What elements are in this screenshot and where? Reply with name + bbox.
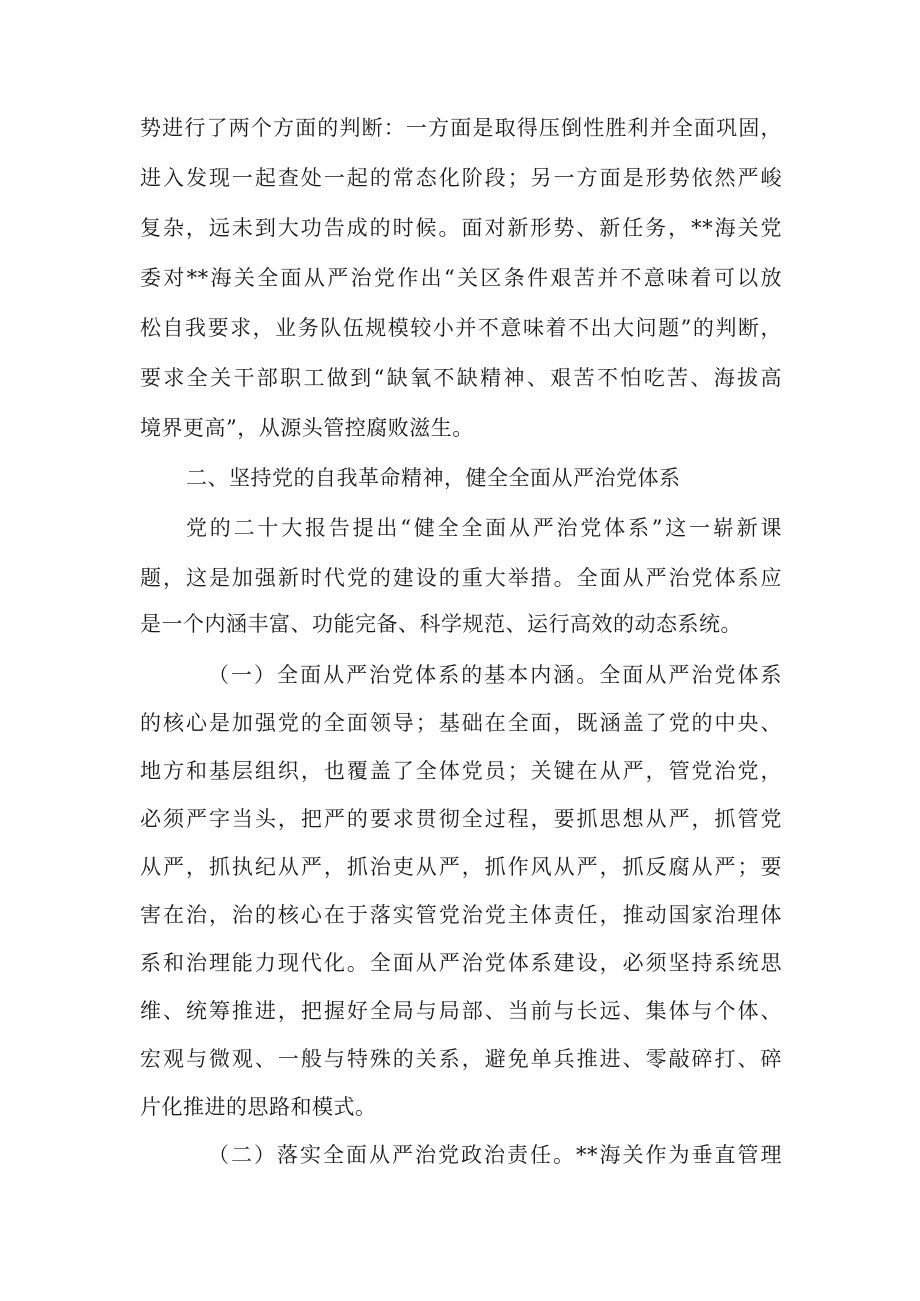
text-line: 必须严字当头，把严的要求贯彻全过程，要抓思想从严，抓管党 [140,807,782,831]
text-line: 从严，抓执纪从严，抓治吏从严，抓作风从严，抓反腐从严；要 [140,855,782,879]
subsection-heading: （一）全面从严治党体系的基本内涵。全面从严治党体系 [208,663,782,687]
text-line: 势进行了两个方面的判断：一方面是取得压倒性胜利并全面巩固， [140,116,782,140]
text-line: 委对**海关全面从严治党作出“关区条件艰苦并不意味着可以放 [140,266,782,290]
text-line: 片化推进的思路和模式。 [140,1095,377,1119]
text-line: 系和治理能力现代化。全面从严治党体系建设，必须坚持系统思 [140,951,782,975]
text-line: 的核心是加强党的全面领导；基础在全面，既涵盖了党的中央、 [140,711,782,735]
text-line: 题，这是加强新时代党的建设的重大举措。全面从严治党体系应 [140,566,782,590]
text-line: 要求全关干部职工做到“缺氧不缺精神、艰苦不怕吃苦、海拔高 [140,366,782,390]
text-line: 松自我要求，业务队伍规模较小并不意味着不出大问题”的判断， [140,316,782,340]
text-line: 复杂，远未到大功告成的时候。面对新形势、新任务，**海关党 [140,216,782,240]
text-line: 害在治，治的核心在于落实管党治党主体责任，推动国家治理体 [140,903,782,927]
text-line: 是一个内涵丰富、功能完备、科学规范、运行高效的动态系统。 [140,612,742,636]
section-heading: 二、坚持党的自我革命精神，健全全面从严治党体系 [186,466,681,490]
text-line: 宏观与微观、一般与特殊的关系，避免单兵推进、零敲碎打、碎 [140,1047,782,1071]
text-line: 党的二十大报告提出“健全全面从严治党体系”这一崭新课 [186,516,782,540]
text-line: 进入发现一起查处一起的常态化阶段；另一方面是形势依然严峻 [140,166,782,190]
text-line: 维、统筹推进，把握好全局与局部、当前与长远、集体与个体、 [140,999,782,1023]
subsection-heading: （二）落实全面从严治党政治责任。**海关作为垂直管理 [208,1143,782,1167]
text-line: 地方和基层组织，也覆盖了全体党员；关键在从严，管党治党， [140,759,782,783]
text-line: 境界更高”，从源头管控腐败滋生。 [140,416,474,440]
